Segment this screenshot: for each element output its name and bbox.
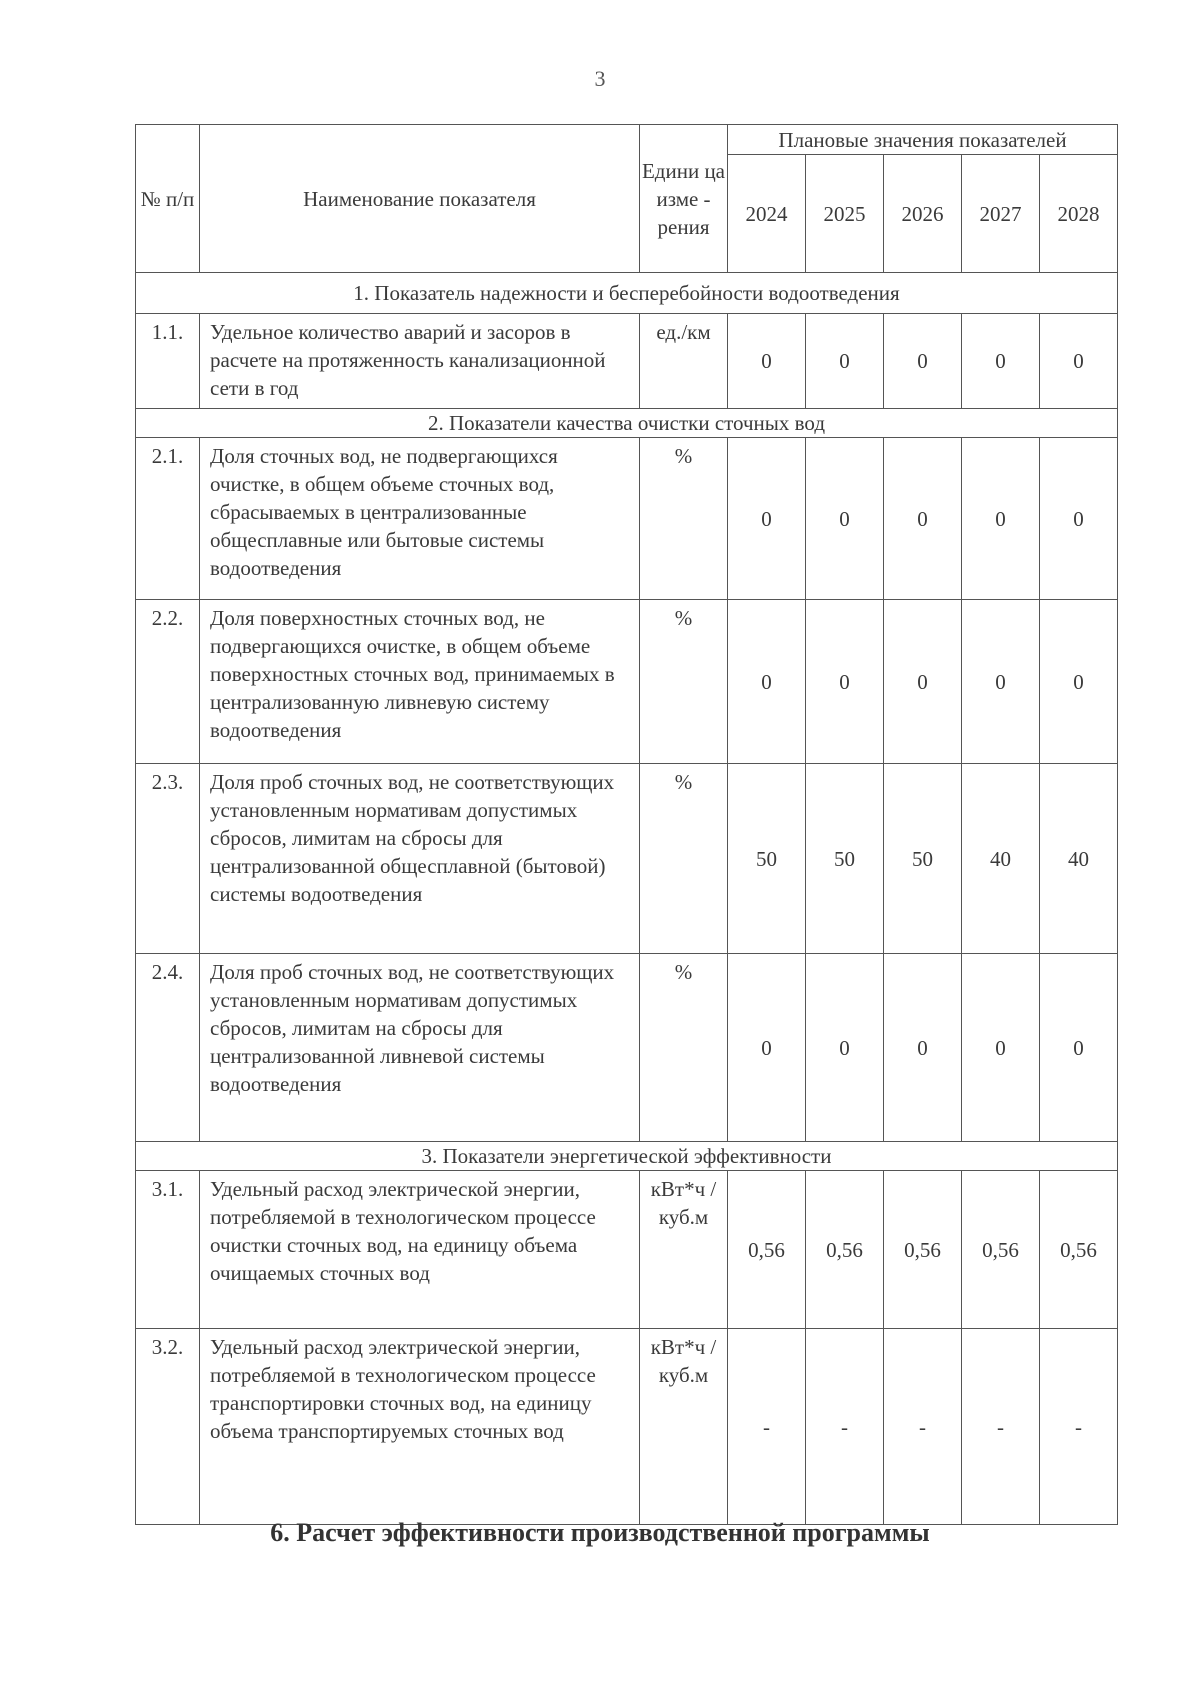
row-value: 50 [884, 764, 962, 954]
row-value: - [728, 1329, 806, 1525]
section-heading: 6. Расчет эффективности производственной программы [270, 1518, 930, 1547]
page-number: 3 [594, 66, 606, 91]
row-num: 2.2. [136, 600, 200, 764]
row-name: Удельный расход электрической энергии, потребляемой в технологическом процессе очистки сточных вод, на единицу объема очищаемых сточных вод [200, 1171, 640, 1329]
row-unit: % [640, 600, 728, 764]
header-num: № п/п [136, 125, 200, 273]
header-year: 2026 [884, 155, 962, 273]
row-value: 0 [884, 954, 962, 1142]
header-year: 2025 [806, 155, 884, 273]
row-value: 0,56 [962, 1171, 1040, 1329]
row-value: - [884, 1329, 962, 1525]
row-value: 0,56 [1040, 1171, 1118, 1329]
row-value: - [1040, 1329, 1118, 1525]
row-value: 0 [884, 314, 962, 409]
table-row [136, 438, 1118, 600]
row-num: 2.4. [136, 954, 200, 1142]
header-planned: Плановые значения показателей [728, 125, 1118, 155]
row-value: 0 [806, 954, 884, 1142]
row-value: 0 [884, 438, 962, 600]
row-value: 0 [1040, 600, 1118, 764]
row-num: 3.1. [136, 1171, 200, 1329]
row-value: 0 [806, 600, 884, 764]
row-value: 0,56 [884, 1171, 962, 1329]
table-row [136, 1171, 1118, 1329]
section-row [136, 409, 1118, 438]
row-name: Доля проб сточных вод, не соответствующих установленным нормативам допустимых сбросов, лимитам на сбросы для централизованной общесплавной (бытовой) системы водоотведения [200, 764, 640, 954]
row-unit: ед./км [640, 314, 728, 409]
section-title: 1. Показатель надежности и бесперебойности водоотведения [136, 273, 1118, 314]
header-year: 2024 [728, 155, 806, 273]
row-num: 1.1. [136, 314, 200, 409]
row-name: Доля сточных вод, не подвергающихся очистке, в общем объеме сточных вод, сбрасываемых в централизованные общесплавные или бытовые системы водоотведения [200, 438, 640, 600]
row-value: 0 [962, 600, 1040, 764]
row-value: - [806, 1329, 884, 1525]
row-num: 2.3. [136, 764, 200, 954]
row-value: 50 [728, 764, 806, 954]
row-value: 50 [806, 764, 884, 954]
section-row [136, 273, 1118, 314]
row-value: 0 [1040, 954, 1118, 1142]
row-unit: кВт*ч /куб.м [640, 1329, 728, 1525]
row-num: 3.2. [136, 1329, 200, 1525]
row-value: 0 [962, 314, 1040, 409]
row-value: 0 [962, 438, 1040, 600]
row-value: 0 [1040, 314, 1118, 409]
row-value: 40 [1040, 764, 1118, 954]
header-year: 2028 [1040, 155, 1118, 273]
row-num: 2.1. [136, 438, 200, 600]
row-value: 40 [962, 764, 1040, 954]
row-name: Удельный расход электрической энергии, потребляемой в технологическом процессе транспортировки сточных вод, на единицу объема транспортируемых сточных вод [200, 1329, 640, 1525]
row-unit: % [640, 764, 728, 954]
row-value: 0 [728, 954, 806, 1142]
row-unit: % [640, 954, 728, 1142]
row-value: 0 [728, 438, 806, 600]
row-name: Удельное количество аварий и засоров в расчете на протяженность канализационной сети в год [200, 314, 640, 409]
table-row [136, 1329, 1118, 1525]
header-year: 2027 [962, 155, 1040, 273]
table-row [136, 954, 1118, 1142]
row-value: 0 [806, 314, 884, 409]
table-row [136, 764, 1118, 954]
row-value: 0 [1040, 438, 1118, 600]
row-name: Доля поверхностных сточных вод, не подвергающихся очистке, в общем объеме поверхностных сточных вод, принимаемых в централизованную ливневую систему водоотведения [200, 600, 640, 764]
row-value: 0 [728, 600, 806, 764]
row-value: 0 [806, 438, 884, 600]
row-unit: кВт*ч /куб.м [640, 1171, 728, 1329]
header-name: Наименование показателя [200, 125, 640, 273]
section-title: 3. Показатели энергетической эффективности [136, 1142, 1118, 1171]
row-name: Доля проб сточных вод, не соответствующих установленным нормативам допустимых сбросов, лимитам на сбросы для централизованной ливневой системы водоотведения [200, 954, 640, 1142]
row-value: 0 [884, 600, 962, 764]
table-row [136, 314, 1118, 409]
section-row [136, 1142, 1118, 1171]
section-title: 2. Показатели качества очистки сточных вод [136, 409, 1118, 438]
row-value: 0 [728, 314, 806, 409]
row-unit: % [640, 438, 728, 600]
row-value: 0,56 [728, 1171, 806, 1329]
row-value: 0,56 [806, 1171, 884, 1329]
header-unit: Едини ца изме - рения [640, 125, 728, 273]
indicators-table [135, 124, 1118, 1525]
row-value: 0 [962, 954, 1040, 1142]
row-value: - [962, 1329, 1040, 1525]
table-row [136, 600, 1118, 764]
